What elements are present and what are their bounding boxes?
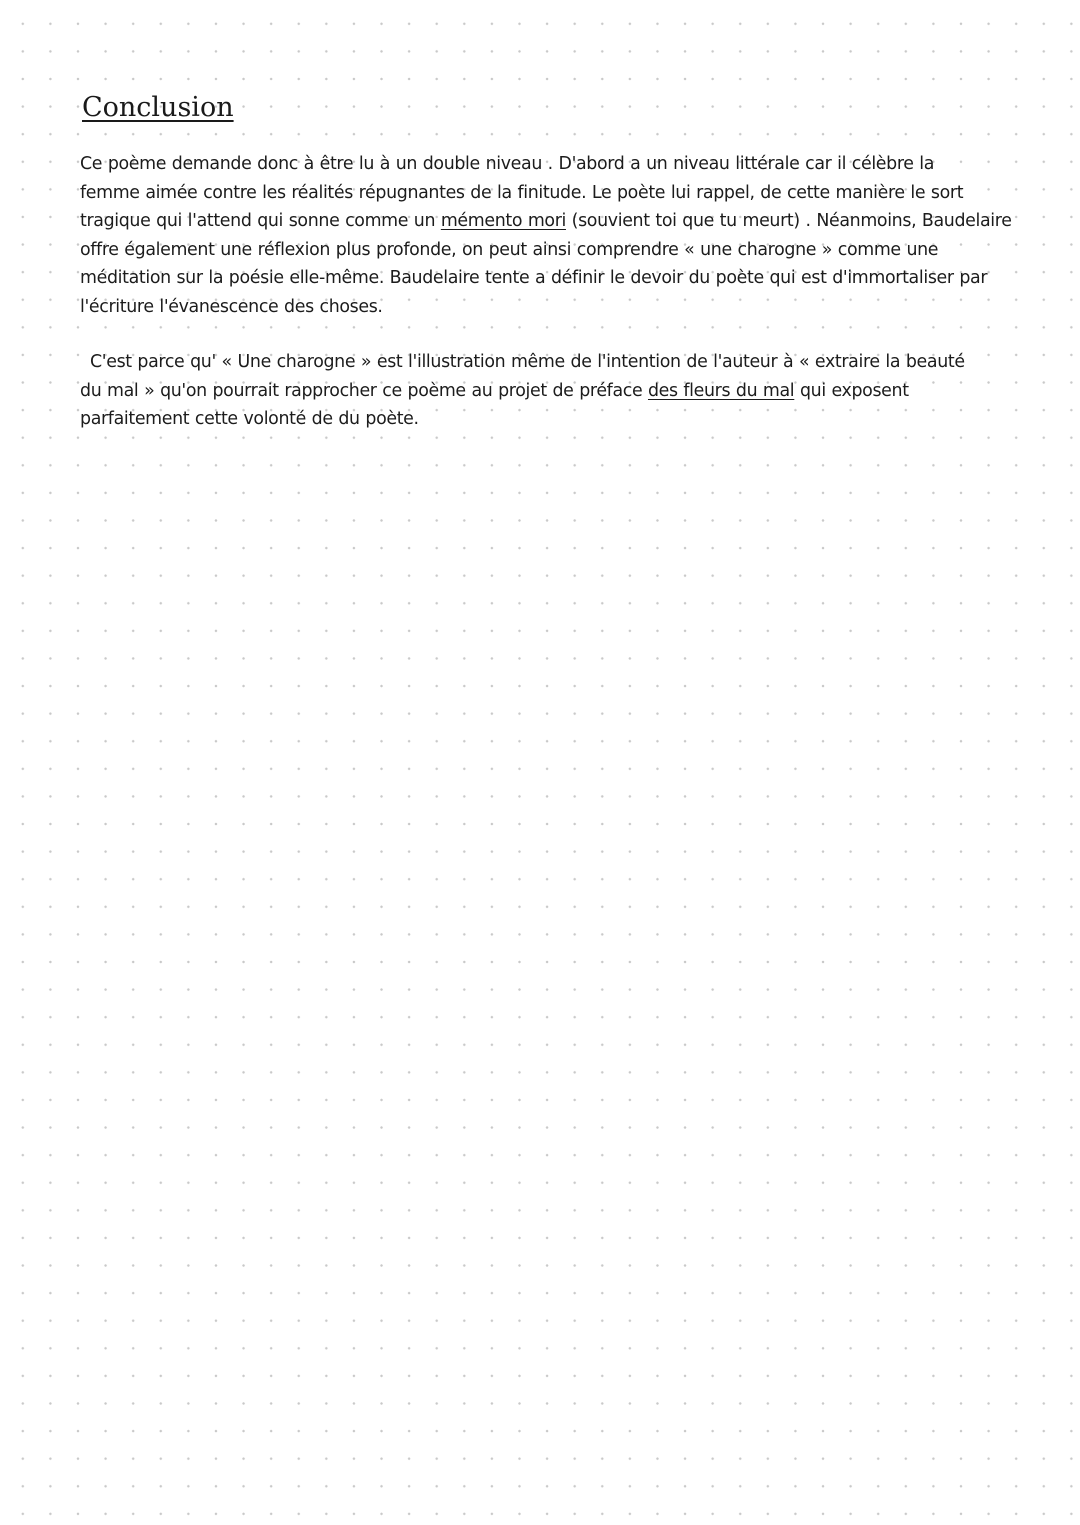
paragraph-line: [80, 377, 1015, 406]
paragraph-line: Ce poème demande donc à être lu à un double niveau . D'abord a un niveau littérale car il célèbre la: [80, 154, 935, 174]
paragraph-line: offre également une réflexion plus profonde, on peut ainsi comprendre « une charogne » comme une: [80, 239, 939, 260]
text-segment: tragique qui l'attend qui sonne comme un: [80, 211, 441, 232]
underlined-title: des fleurs du mal: [647, 380, 795, 401]
paragraph-line: méditation sur la poésie elle-même. Baudelaire tente a définir le devoir du poète qui est d'immortaliser par: [80, 268, 988, 289]
text-segment: qui exposent: [794, 380, 909, 401]
paragraph-line: femme aimée contre les réalités répugnantes de la finitude. Le poète lui rappel, de cette manière le sort: [80, 182, 964, 203]
paragraph-line: C'est parce qu' « Une charogne » est l'illustration même de l'intention de l'auteur à « extraire la beauté: [90, 352, 965, 372]
page-title: Conclusion: [82, 92, 234, 123]
paragraph-line: parfaitement cette volonté de du poète.: [80, 409, 419, 430]
conclusion-paragraph-2: [80, 348, 1015, 434]
paragraph-line: l'écriture l'évanescence des choses.: [80, 296, 383, 317]
underlined-term: mémento mori: [440, 211, 566, 232]
text-segment: (souvient toi que tu meurt) . Néanmoins, Baudelaire: [565, 211, 1012, 232]
text-segment: du mal » qu'on pourrait rapprocher ce poème au projet de préface: [80, 380, 648, 401]
conclusion-paragraph-1: [80, 150, 1015, 322]
paragraph-line: [80, 207, 1015, 236]
